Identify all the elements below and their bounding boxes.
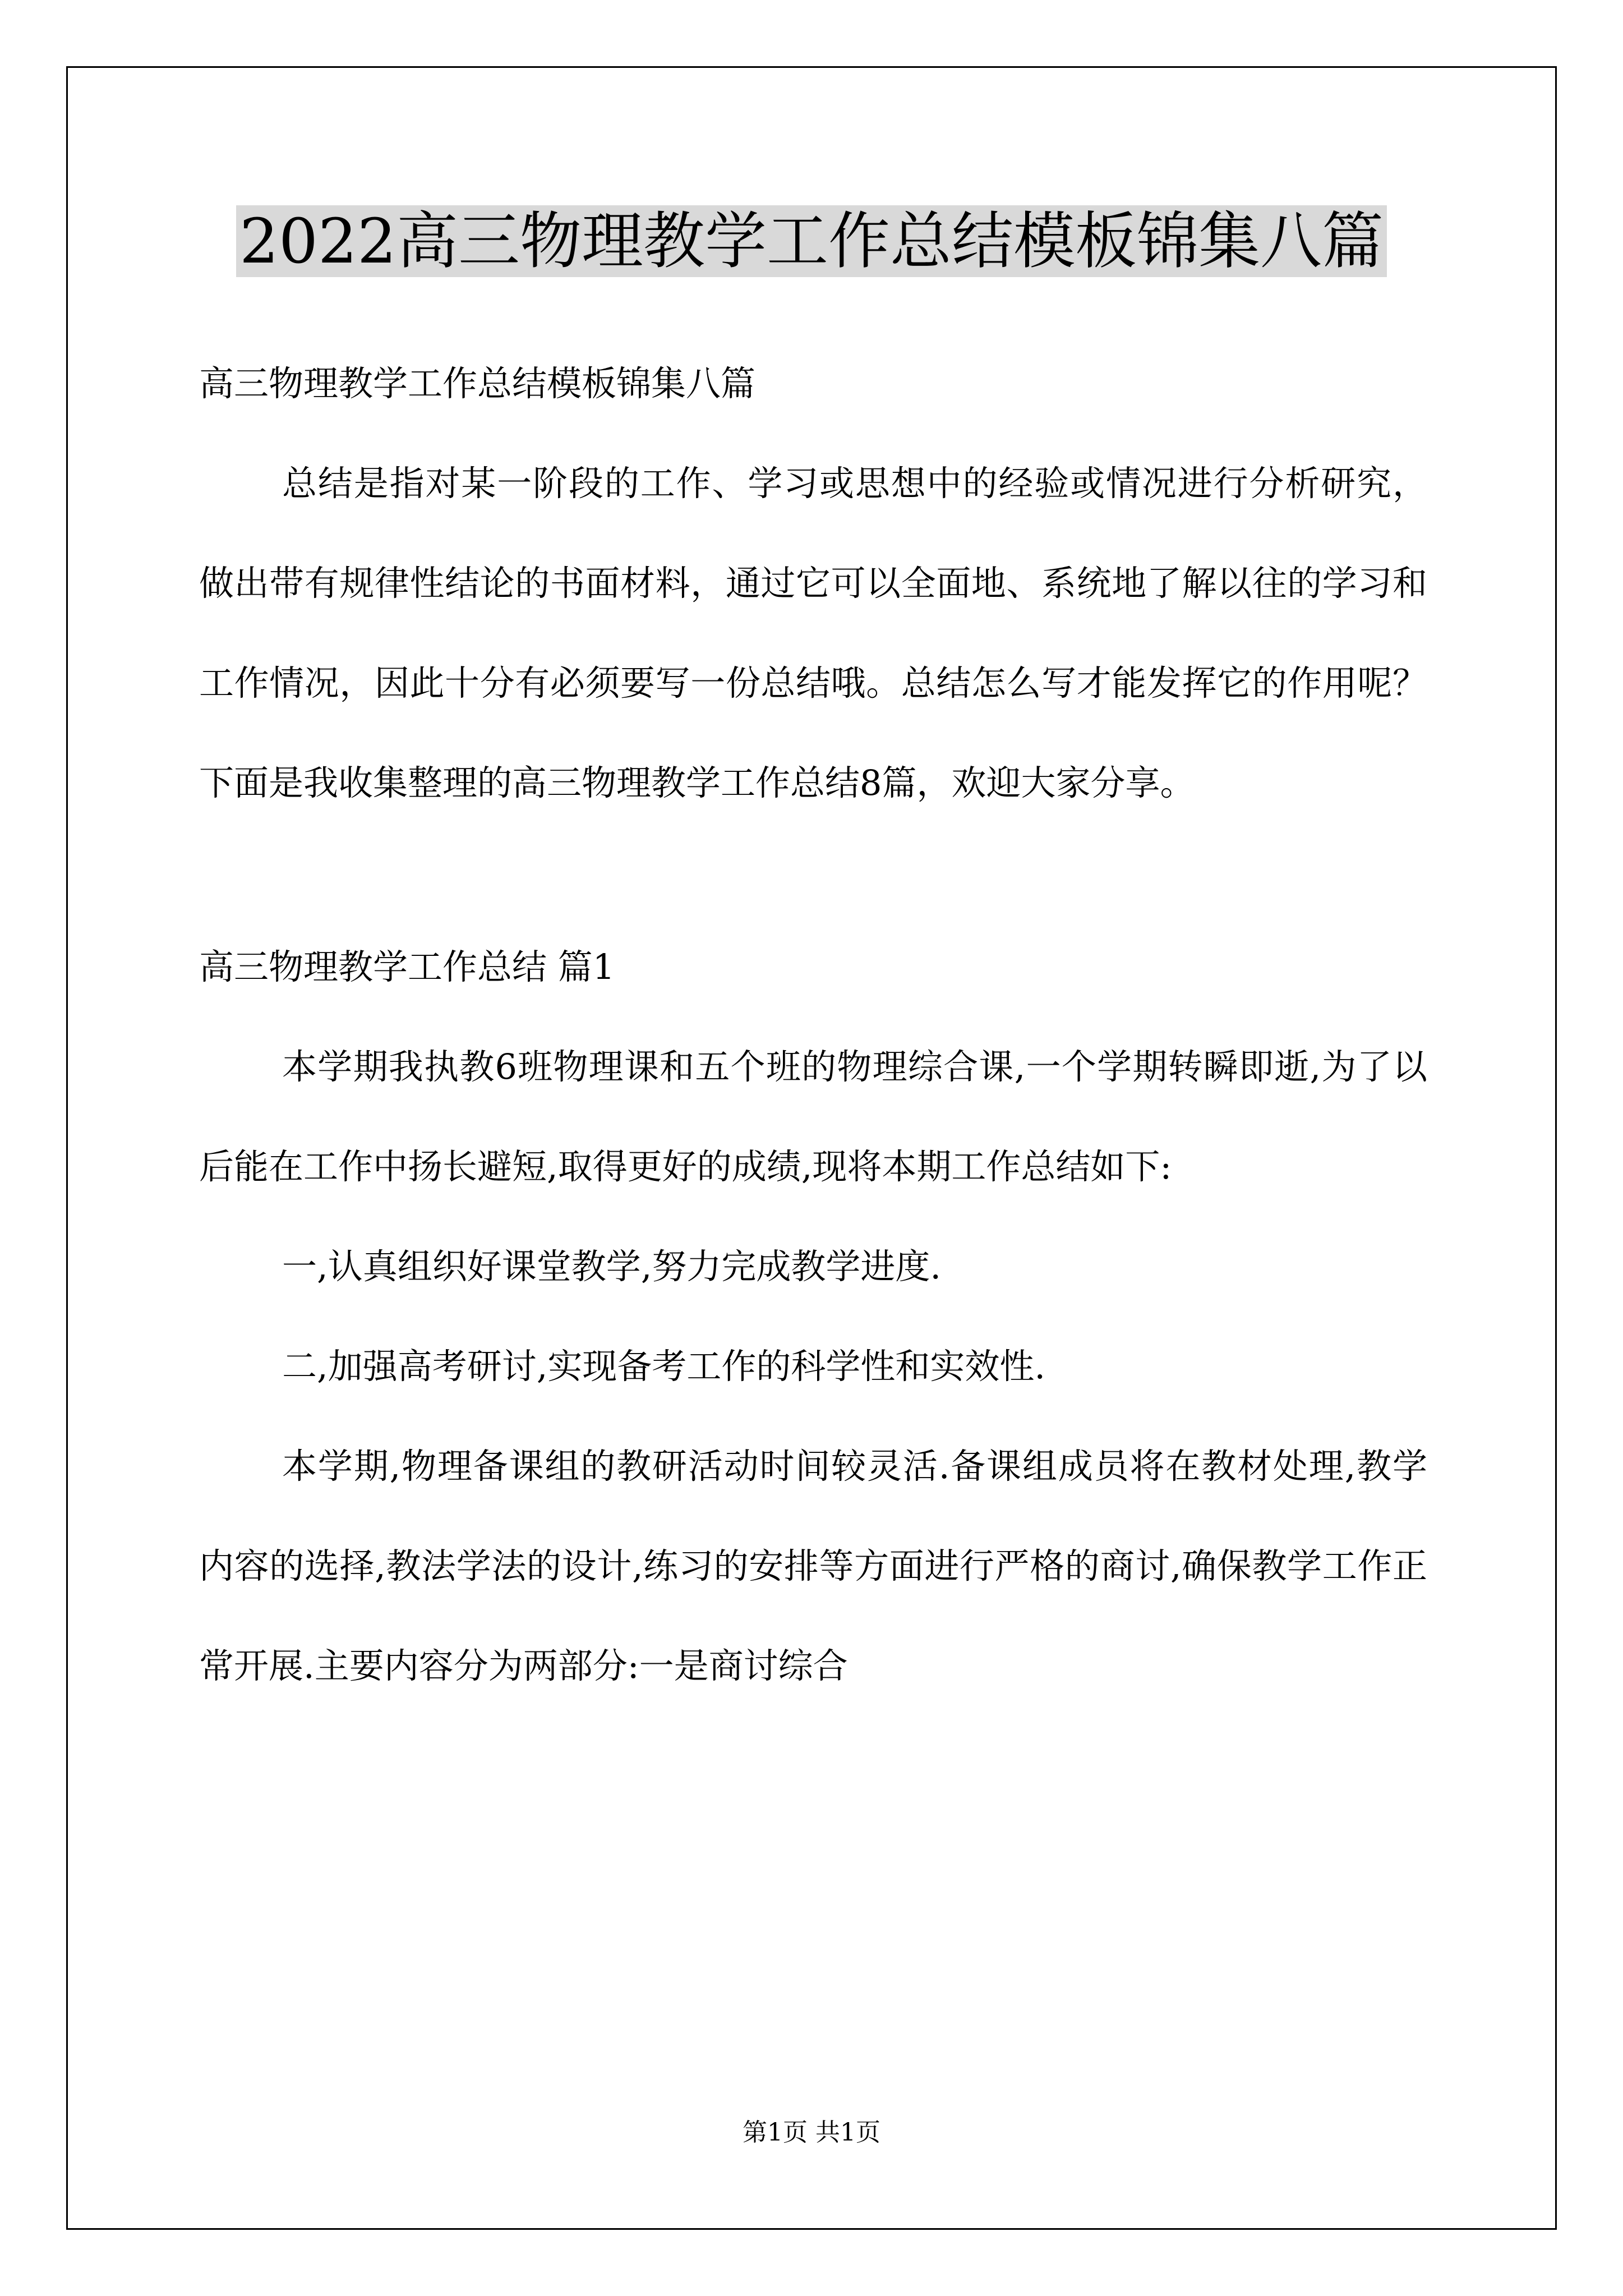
intro-paragraph: 总结是指对某一阶段的工作、学习或思想中的经验或情况进行分析研究，做出带有规律性结论的书面材料，通过它可以全面地、系统地了解以往的学习和工作情况，因此十分有必须要写一份总结哦。总结怎么写才能发挥它的作用呢？下面是我收集整理的高三物理教学工作总结8篇，欢迎大家分享。: [199, 463, 1427, 803]
section-heading: 高三物理教学工作总结 篇1: [199, 946, 615, 987]
document-title: [0, 202, 1623, 280]
document-body: [199, 334, 1427, 1716]
document-subtitle: 高三物理教学工作总结模板锦集八篇: [199, 363, 756, 404]
section-gap: [199, 833, 1427, 917]
document-title-text: 2022高三物理教学工作总结模板锦集八篇: [236, 205, 1387, 277]
section-paragraph: 本学期,物理备课组的教研活动时间较灵活.备课组成员将在教材处理,教学内容的选择,教法学法的设计,练习的安排等方面进行严格的商讨,确保教学工作正常开展.主要内容分为两部分:一是商讨综合: [199, 1446, 1427, 1686]
section-paragraph: 本学期我执教6班物理课和五个班的物理综合课,一个学期转瞬即逝,为了以后能在工作中扬长避短,取得更好的成绩,现将本期工作总结如下:: [199, 1046, 1427, 1187]
page-footer: 第1页 共1页: [743, 2118, 880, 2147]
section-paragraph: 二,加强高考研讨,实现备考工作的科学性和实效性.: [282, 1346, 1046, 1387]
section-paragraph: 一,认真组织好课堂教学,努力完成教学进度.: [282, 1246, 942, 1287]
